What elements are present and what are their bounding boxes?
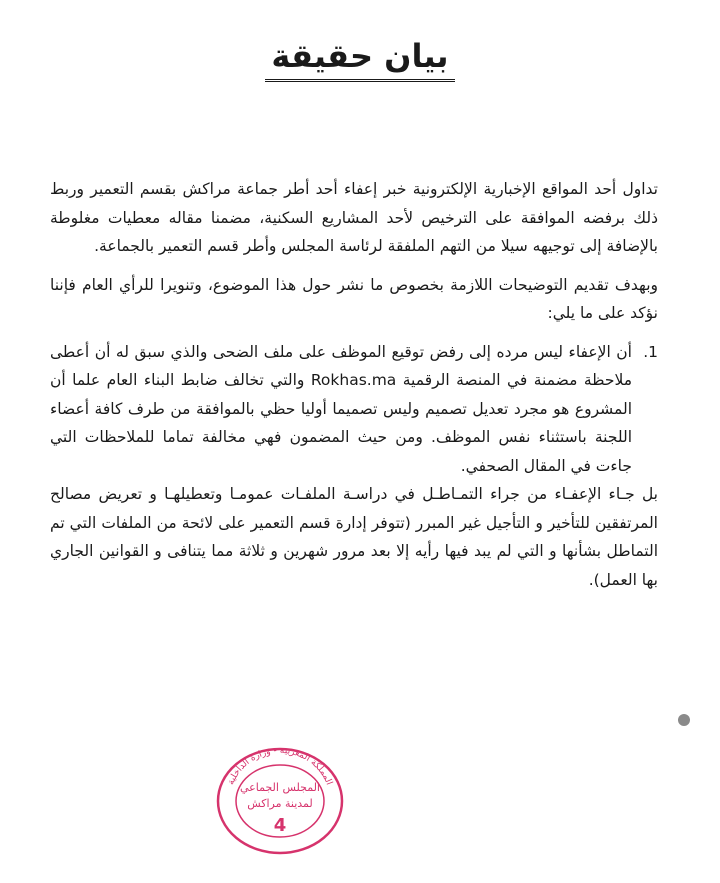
point-text: أن الإعفاء ليس مرده إلى رفض توقيع الموظف على ملف الضحى والذي سبق له أن أعطى ملاحظة مضمنة في المنصة الرقمية Rokhas.ma والتي تخالف ضابط البناء العام علما أن المشروع هو مجرد تعديل تصميم وليس تصميما أوليا حظي بالموافقة من طرف كافة أعضاء اللجنة باستثناء نفس الموظف. ومن حيث المضمون فهي مخالفة تماما للملاحظات التي جاءت في المقال الصحفي. — [50, 342, 633, 475]
point-number: 1. — [643, 342, 658, 361]
stamp-line-1: المجلس الجماعي — [240, 781, 320, 794]
stamp-line-2: لمدينة مراكش — [247, 797, 313, 810]
bullet-dot — [678, 714, 690, 726]
document-body — [50, 175, 658, 604]
title-text: بيان حقيقة — [265, 37, 454, 82]
numbered-point-1 — [50, 338, 658, 481]
stamp-number: 4 — [273, 815, 287, 836]
paragraph-purpose: وبهدف تقديم التوضيحات اللازمة بخصوص ما نشر حول هذا الموضوع، وتنويرا للرأي العام فإننا نؤكد على ما يلي: — [50, 275, 658, 322]
page-title — [0, 34, 720, 78]
official-stamp — [208, 741, 353, 856]
paragraph-continuation: بل جـاء الإعفـاء من جراء التمـاطـل في دراسـة الملفـات عمومـا وتعطيلهـا و تعريض مصالح المرتفقين للتأخير و التأجيل غير المبرر (تتوفر إدارة قسم التعمير على لائحة من الملفات التي تم التماطل بشأنها و التي لم يبد فيها رأيه إلا بعد مرور شهرين و ثلاثة مما يتنافى و القوانين الجاري بها العمل). — [50, 485, 658, 589]
stamp-outer-text: المملكة المغربية - وزارة الداخلية — [226, 745, 334, 787]
paragraph-intro: تداول أحد المواقع الإخبارية الإلكترونية خبر إعفاء أحد أطر جماعة مراكش بقسم التعمير وربط ذلك برفضه الموافقة على الترخيص لأحد المشاريع السكنية، مضمنا مقاله معطيات مغلوطة بالإضافة إلى توجيهه سيلا من التهم الملفقة لرئاسة المجلس وأطر قسم التعمير بالجماعة. — [50, 180, 658, 255]
